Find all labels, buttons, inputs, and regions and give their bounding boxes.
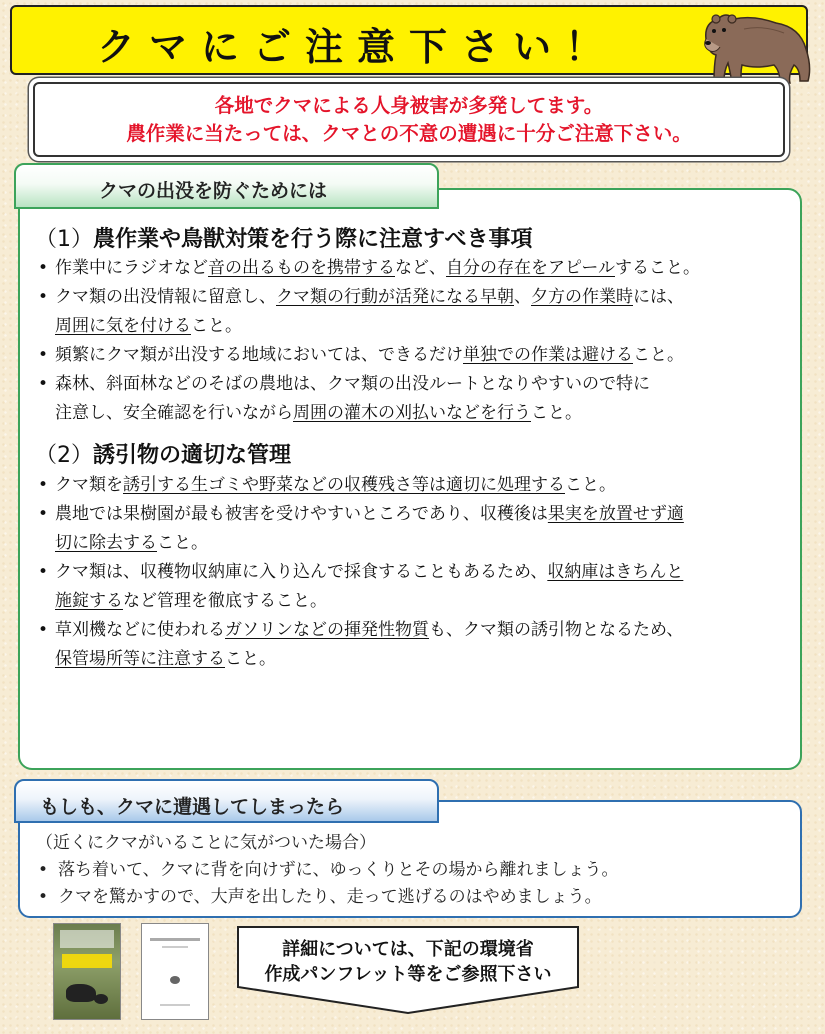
bullet-dot: • (38, 562, 49, 582)
section-heading (35, 438, 291, 469)
bullet-text: 、 (514, 287, 531, 307)
underlined-text: 切に除去する (55, 533, 157, 553)
bullet-item (38, 471, 616, 500)
bullet-item (38, 616, 683, 645)
bullet-text: 注意し、安全確認を行いながら (55, 403, 293, 423)
underlined-text: 収納庫はきちんと (547, 562, 684, 582)
bullet-text: すること。 (614, 258, 700, 278)
bullet-dot: • (38, 374, 49, 394)
bullet-text: クマ類は、収穫物収納庫に入り込んで採食することもあるため、 (55, 562, 548, 582)
detail-line-2: 作成パンフレット等をご参照下さい (264, 964, 552, 985)
underlined-text: 施錠する (55, 591, 123, 611)
section-heading (35, 222, 533, 253)
underlined-text: 周囲に気を付ける (55, 316, 191, 336)
bullet-continuation (55, 399, 582, 428)
bullet-dot: • (38, 504, 49, 524)
underlined-text: 夕方の作業時 (531, 287, 633, 307)
bullet-text: こと。 (191, 316, 242, 336)
bullet-text: こと。 (225, 649, 276, 669)
bullet-dot: • (38, 345, 49, 365)
bullet-text: など、 (395, 258, 446, 278)
bullet-text: 森林、斜面林などのそばの農地は、クマ類の出没ルートとなりやすいので特に (55, 374, 650, 394)
bullet-text: 草刈機などに使われる (55, 620, 225, 640)
warning-line-1: 各地でクマによる人身被害が多発してます。 (214, 94, 604, 117)
bullet-continuation (55, 587, 327, 616)
bullet-item (38, 500, 684, 529)
encounter-note: （近くにクマがいることに気がついた場合） (36, 833, 376, 853)
detail-line-1: 詳細については、下記の環境省 (282, 939, 534, 960)
bullet-item (38, 254, 700, 283)
detail-callout (236, 925, 580, 1015)
bullet-text: 作業中にラジオなど (55, 258, 208, 278)
bullet-text: 頻繁にクマ類が出没する地域においては、できるだけ (55, 345, 463, 365)
underlined-text: ガソリンなどの揮発性物質 (225, 620, 429, 640)
encounter-bullet: • 落ち着いて、クマに背を向けずに、ゆっくりとその場から離れましょう。 (38, 860, 619, 880)
bullet-item (38, 558, 683, 587)
bullet-text: も、クマ類の誘引物となるため、 (429, 620, 684, 640)
bear-illustration (684, 9, 816, 89)
detail-text (236, 937, 580, 987)
bullet-dot: • (38, 258, 49, 278)
bullet-continuation (55, 645, 276, 674)
bullet-dot: • (38, 620, 49, 640)
section-heading-text: 農作業や鳥獣対策を行う際に注意すべき事項 (93, 227, 533, 252)
warning-box (33, 82, 785, 157)
encounter-bullet-text: 落ち着いて、クマに背を向けずに、ゆっくりとその場から離れましょう。 (58, 860, 619, 880)
pamphlet-cover-image (53, 923, 121, 1020)
underlined-text: 音の出るものを携帯する (208, 258, 395, 278)
underlined-text: 単独での作業は避ける (463, 345, 633, 365)
underlined-text: クマ類の行動が活発になる早朝 (276, 287, 514, 307)
pamphlet-document-image (141, 923, 209, 1020)
bullet-text: など管理を徹底すること。 (123, 591, 327, 611)
bullet-text: には、 (633, 287, 684, 307)
underlined-text: 自分の存在をアピール (446, 258, 615, 278)
section-heading-text: 誘引物の適切な管理 (93, 443, 292, 468)
title-banner (10, 5, 808, 75)
bullet-item (38, 370, 650, 399)
section-number: （2） (35, 443, 93, 468)
warning-line-2: 農作業に当たっては、クマとの不意の遭遇に十分ご注意下さい。 (126, 122, 692, 145)
bullet-text: こと。 (565, 475, 616, 495)
underlined-text: 保管場所等に注意する (55, 649, 225, 669)
bullet-continuation (55, 529, 208, 558)
bullet-item (38, 283, 684, 312)
bullet-text: こと。 (531, 403, 582, 423)
bullet-text: こと。 (157, 533, 208, 553)
prevention-tab: クマの出没を防ぐためには (14, 163, 439, 209)
bullet-dot: • (38, 475, 49, 495)
bullet-continuation (55, 312, 242, 341)
underlined-text: 果実を放置せず適 (547, 504, 684, 524)
bullet-item (38, 341, 684, 370)
section-number: （1） (35, 227, 93, 252)
encounter-bullet-text: クマを驚かすので、大声を出したり、走って逃げるのはやめましょう。 (58, 887, 602, 907)
bullet-dot: • (38, 287, 49, 307)
underlined-text: 誘引する生ゴミや野菜などの収穫残さ等は適切に処理する (123, 475, 565, 495)
bullet-text: こと。 (633, 345, 684, 365)
underlined-text: 周囲の灌木の刈払いなどを行う (293, 403, 531, 423)
bullet-text: 農地では果樹園が最も被害を受けやすいところであり、収穫後は (55, 504, 548, 524)
encounter-bullet: • クマを驚かすので、大声を出したり、走って逃げるのはやめましょう。 (38, 887, 602, 907)
bullet-text: クマ類を (55, 475, 123, 495)
encounter-tab: もしも、クマに遭遇してしまったら (14, 779, 439, 823)
page-title: クマにご注意下さい！ (96, 25, 617, 69)
bullet-text: クマ類の出没情報に留意し、 (55, 287, 276, 307)
